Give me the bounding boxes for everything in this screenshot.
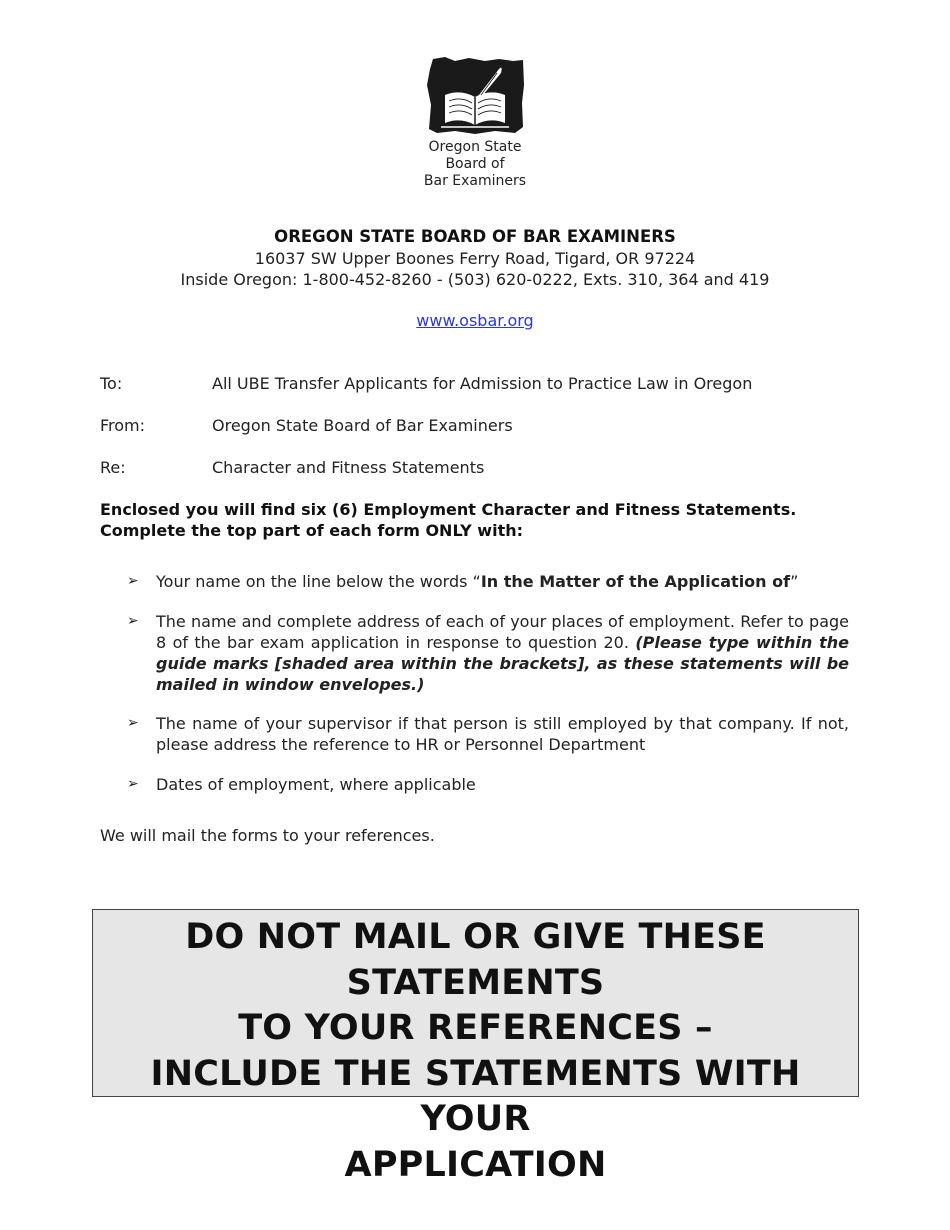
bullet-text: The name of your supervisor if that person is still employed by that company. If not, please address the reference to HR or Personnel Department bbox=[156, 714, 849, 754]
notice-line: APPLICATION bbox=[344, 1144, 607, 1185]
re-value: Character and Fitness Statements bbox=[212, 458, 485, 477]
notice-line: INCLUDE THE STATEMENTS WITH YOUR bbox=[150, 1053, 801, 1139]
from-value: Oregon State Board of Bar Examiners bbox=[212, 416, 513, 435]
bullet-text: ” bbox=[790, 572, 799, 591]
list-item bbox=[127, 571, 849, 592]
to-label: To: bbox=[100, 374, 123, 393]
bullet-bold-italic-text: (Please type within the guide marks [shaded area within the brackets], as these statements will be mailed in window envelopes.) bbox=[156, 633, 849, 694]
warning-notice-box bbox=[92, 909, 859, 1185]
website-line bbox=[0, 311, 950, 330]
re-label: Re: bbox=[100, 458, 126, 477]
org-name: OREGON STATE BOARD OF BAR EXAMINERS bbox=[274, 227, 676, 246]
bullet-text: Your name on the line below the words “ bbox=[156, 572, 481, 591]
to-value: All UBE Transfer Applicants for Admission to Practice Law in Oregon bbox=[212, 374, 753, 393]
board-logo bbox=[410, 55, 540, 195]
from-label: From: bbox=[100, 416, 146, 435]
bullet-bold-text: In the Matter of the Application of bbox=[480, 572, 791, 591]
bullet-text: Dates of employment, where applicable bbox=[156, 775, 476, 794]
notice-line: DO NOT MAIL OR GIVE THESE STATEMENTS bbox=[185, 917, 766, 1003]
logo-line: Oregon State bbox=[428, 139, 522, 155]
memo-re-row bbox=[100, 457, 484, 479]
list-item bbox=[127, 611, 849, 695]
closing-sentence: We will mail the forms to your references. bbox=[100, 826, 435, 845]
letterhead bbox=[0, 226, 950, 290]
list-item bbox=[127, 774, 849, 795]
arrow-bullet-icon: ➢ bbox=[127, 715, 139, 731]
arrow-bullet-icon: ➢ bbox=[127, 613, 139, 629]
logo-line: Board of bbox=[445, 156, 505, 172]
website-link[interactable]: www.osbar.org bbox=[416, 311, 534, 330]
org-phone: Inside Oregon: 1-800-452-8260 - (503) 620-0222, Exts. 310, 364 and 419 bbox=[180, 270, 770, 289]
arrow-bullet-icon: ➢ bbox=[127, 573, 139, 589]
list-item bbox=[127, 713, 849, 755]
oregon-book-quill-icon bbox=[425, 55, 525, 135]
intro-paragraph: Enclosed you will find six (6) Employment Character and Fitness Statements. Complete the top part of each form ONLY with: bbox=[100, 500, 797, 540]
arrow-bullet-icon: ➢ bbox=[127, 776, 139, 792]
logo-line: Bar Examiners bbox=[423, 173, 527, 189]
memo-to-row bbox=[100, 373, 752, 395]
org-address: 16037 SW Upper Boones Ferry Road, Tigard, OR 97224 bbox=[254, 249, 696, 268]
notice-line: TO YOUR REFERENCES – bbox=[238, 1008, 713, 1048]
bullet-text: The name and complete address of each of your places of employment. Refer to page 8 of the bar exam application in response to question 20. bbox=[156, 612, 849, 652]
memo-from-row bbox=[100, 415, 513, 437]
